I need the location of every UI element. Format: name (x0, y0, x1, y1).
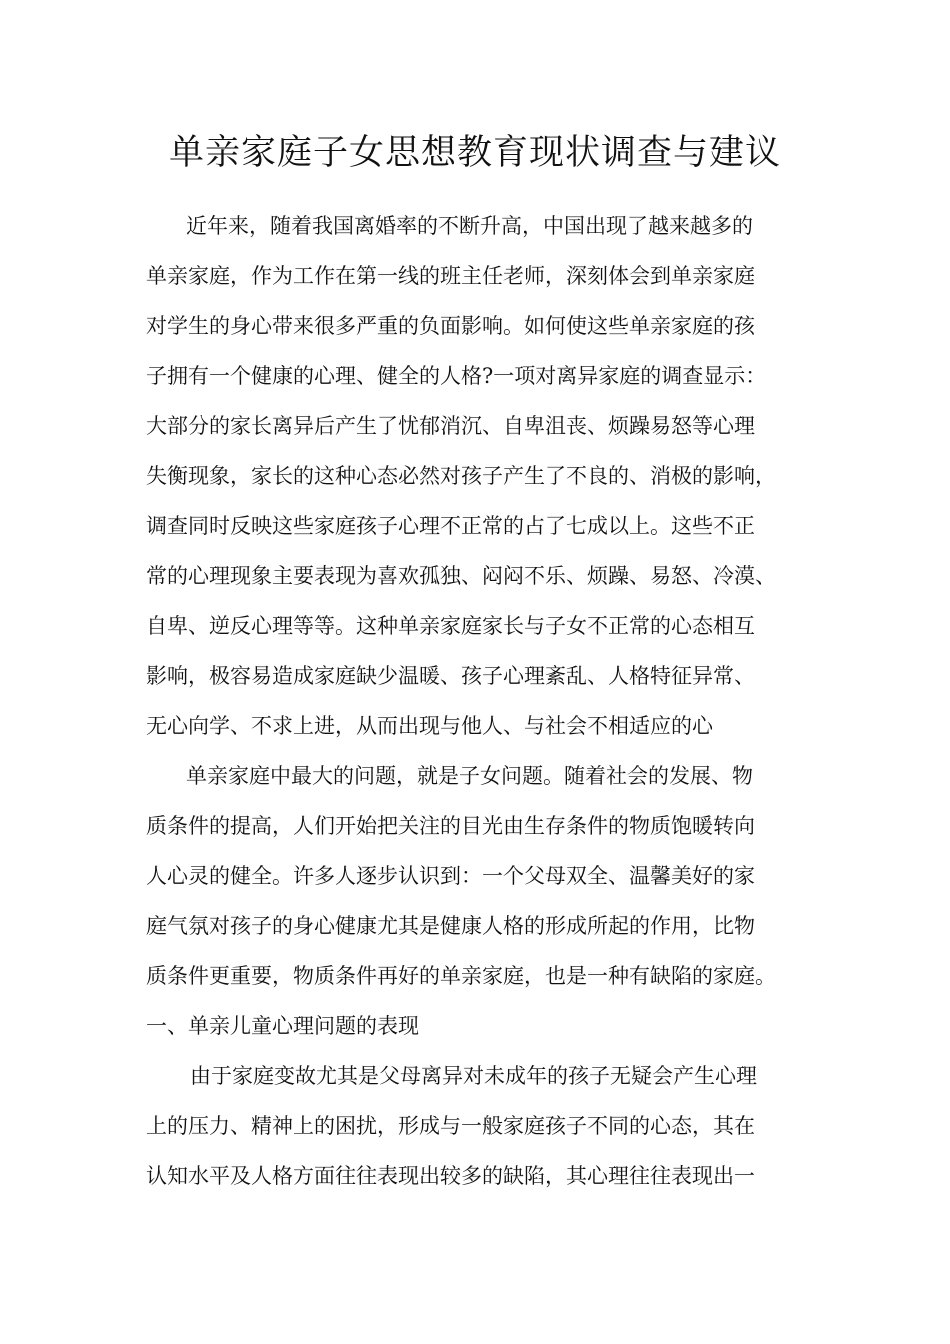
text-line: 单亲家庭，作为工作在第一线的班主任老师，深刻体会到单亲家庭 (146, 264, 755, 288)
text-line: 质条件的提高，人们开始把关注的目光由生存条件的物质饱暖转向 (146, 814, 755, 838)
text-line: 无心向学、不求上进，从而出现与他人、与社会不相适应的心 (146, 714, 713, 738)
text-line: 近年来，随着我国离婚率的不断升高，中国出现了越来越多的 (186, 214, 753, 238)
text-line: 子拥有一个健康的心理、健全的人格?一项对离异家庭的调查显示： (146, 364, 767, 388)
text-line: 由于家庭变故尤其是父母离异对未成年的孩子无疑会产生心理 (190, 1064, 757, 1088)
text-line: 常的心理现象主要表现为喜欢孤独、闷闷不乐、烦躁、易怒、冷漠、 (146, 564, 776, 588)
text-line: 庭气氛对孩子的身心健康尤其是健康人格的形成所起的作用，比物 (146, 914, 755, 938)
text-line: 质条件更重要，物质条件再好的单亲家庭，也是一种有缺陷的家庭。 (146, 964, 776, 988)
text-line: 自卑、逆反心理等等。这种单亲家庭家长与子女不正常的心态相互 (146, 614, 755, 638)
section-heading: 一、单亲儿童心理问题的表现 (146, 1014, 419, 1038)
text-line: 对学生的身心带来很多严重的负面影响。如何使这些单亲家庭的孩 (146, 314, 755, 338)
text-line: 影响，极容易造成家庭缺少温暖、孩子心理紊乱、人格特征异常、 (146, 664, 755, 688)
text-line: 认知水平及人格方面往往表现出较多的缺陷，其心理往往表现出一 (146, 1164, 755, 1188)
document-title: 单亲家庭子女思想教育现状调查与建议 (168, 133, 781, 173)
text-line: 人心灵的健全。许多人逐步认识到：一个父母双全、温馨美好的家 (146, 864, 755, 888)
text-line: 调查同时反映这些家庭孩子心理不正常的占了七成以上。这些不正 (146, 514, 755, 538)
text-line: 失衡现象，家长的这种心态必然对孩子产生了不良的、消极的影响， (146, 464, 776, 488)
text-line: 上的压力、精神上的困扰，形成与一般家庭孩子不同的心态，其在 (146, 1114, 755, 1138)
text-line: 大部分的家长离异后产生了忧郁消沉、自卑沮丧、烦躁易怒等心理 (146, 414, 755, 438)
text-line: 单亲家庭中最大的问题，就是子女问题。随着社会的发展、物 (186, 764, 753, 788)
